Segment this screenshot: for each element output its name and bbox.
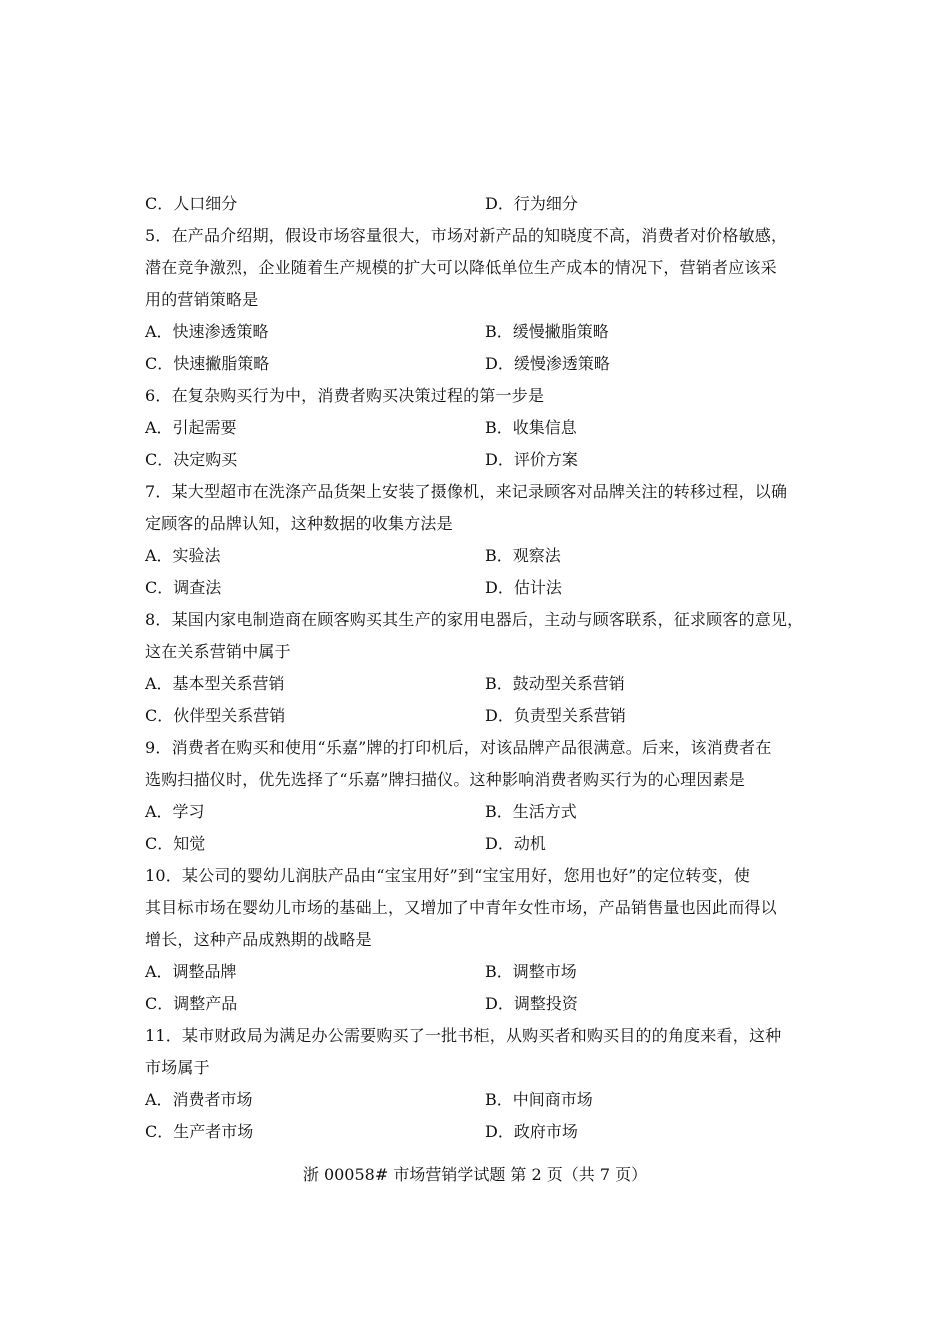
- option-left: A．快速渗透策略: [145, 322, 269, 341]
- question-text-line: 8．某国内家电制造商在顾客购买其生产的家用电器后，主动与顾客联系，征求顾客的意见，: [145, 610, 804, 629]
- option-row: [145, 444, 810, 476]
- option-row: [145, 1084, 810, 1116]
- option-right: D．调整投资: [485, 994, 578, 1013]
- option-left: C．知觉: [145, 834, 206, 853]
- option-row: [145, 796, 810, 828]
- option-left: A．学习: [145, 802, 205, 821]
- option-right: D．政府市场: [485, 1122, 578, 1141]
- option-left: C．决定购买: [145, 450, 238, 469]
- option-right: B．中间商市场: [485, 1090, 593, 1109]
- option-row: [145, 956, 810, 988]
- option-row: [145, 988, 810, 1020]
- question-text-line: 6．在复杂购买行为中，消费者购买决策过程的第一步是: [145, 386, 545, 405]
- option-row: [145, 188, 810, 220]
- question-4-options: [145, 188, 810, 220]
- option-left: C．调查法: [145, 578, 222, 597]
- option-right: D．负责型关系营销: [485, 706, 626, 725]
- option-left: C．调整产品: [145, 994, 238, 1013]
- page-footer: 浙 00058# 市场营销学试题 第 2 页（共 7 页）: [302, 1165, 648, 1184]
- option-row: [145, 316, 810, 348]
- option-left: A．引起需要: [145, 418, 237, 437]
- question-text-line: 其目标市场在婴幼儿市场的基础上，又增加了中青年女性市场，产品销售量也因此而得以: [145, 898, 777, 917]
- question-text-line: 市场属于: [145, 1058, 210, 1077]
- option-right: B．观察法: [485, 546, 561, 565]
- option-left: A．基本型关系营销: [145, 674, 285, 693]
- option-left: C．人口细分: [145, 194, 238, 213]
- question-text-line: 7．某大型超市在洗涤产品货架上安装了摄像机，来记录顾客对品牌关注的转移过程，以确: [145, 482, 788, 501]
- option-right: B．缓慢撇脂策略: [485, 322, 609, 341]
- question-block: [145, 220, 810, 380]
- option-left: A．消费者市场: [145, 1090, 253, 1109]
- option-row: [145, 540, 810, 572]
- option-row: [145, 412, 810, 444]
- option-right: B．调整市场: [485, 962, 577, 981]
- question-block: [145, 732, 810, 860]
- option-left: C．伙伴型关系营销: [145, 706, 286, 725]
- option-row: [145, 572, 810, 604]
- question-text-line: 10．某公司的婴幼儿润肤产品由“宝宝用好”到“宝宝用好，您用也好”的定位转变，使: [145, 866, 751, 885]
- question-text-line: 增长，这种产品成熟期的战略是: [145, 930, 372, 949]
- option-right: D．估计法: [485, 578, 562, 597]
- option-right: B．鼓动型关系营销: [485, 674, 625, 693]
- option-row: [145, 348, 810, 380]
- option-right: D．动机: [485, 834, 546, 853]
- question-text-line: 5．在产品介绍期，假设市场容量很大，市场对新产品的知晓度不高，消费者对价格敏感，: [145, 226, 788, 245]
- option-row: [145, 700, 810, 732]
- question-text-line: 这在关系营销中属于: [145, 642, 291, 661]
- option-right: B．生活方式: [485, 802, 577, 821]
- option-right: D．评价方案: [485, 450, 578, 469]
- option-right: D．缓慢渗透策略: [485, 354, 610, 373]
- question-block: [145, 1020, 810, 1148]
- option-right: D．行为细分: [485, 194, 578, 213]
- option-row: [145, 828, 810, 860]
- question-block: [145, 604, 810, 732]
- option-left: A．实验法: [145, 546, 221, 565]
- exam-page-body: [145, 188, 810, 1148]
- option-row: [145, 1116, 810, 1148]
- question-text-line: 潜在竞争激烈，企业随着生产规模的扩大可以降低单位生产成本的情况下，营销者应该采: [145, 258, 777, 277]
- question-block: [145, 860, 810, 1020]
- question-block: [145, 380, 810, 476]
- question-text-line: 9．消费者在购买和使用“乐嘉”牌的打印机后，对该品牌产品很满意。后来，该消费者在: [145, 738, 772, 757]
- question-text-line: 用的营销策略是: [145, 290, 259, 309]
- option-right: B．收集信息: [485, 418, 577, 437]
- question-text-line: 定顾客的品牌认知，这种数据的收集方法是: [145, 514, 453, 533]
- question-list: [145, 220, 810, 1148]
- option-left: C．生产者市场: [145, 1122, 254, 1141]
- option-row: [145, 668, 810, 700]
- option-left: A．调整品牌: [145, 962, 237, 981]
- question-text-line: 11．某市财政局为满足办公需要购买了一批书柜，从购买者和购买目的的角度来看，这种: [145, 1026, 782, 1045]
- question-block: [145, 476, 810, 604]
- option-left: C．快速撇脂策略: [145, 354, 270, 373]
- question-text-line: 选购扫描仪时，优先选择了“乐嘉”牌扫描仪。这种影响消费者购买行为的心理因素是: [145, 770, 745, 789]
